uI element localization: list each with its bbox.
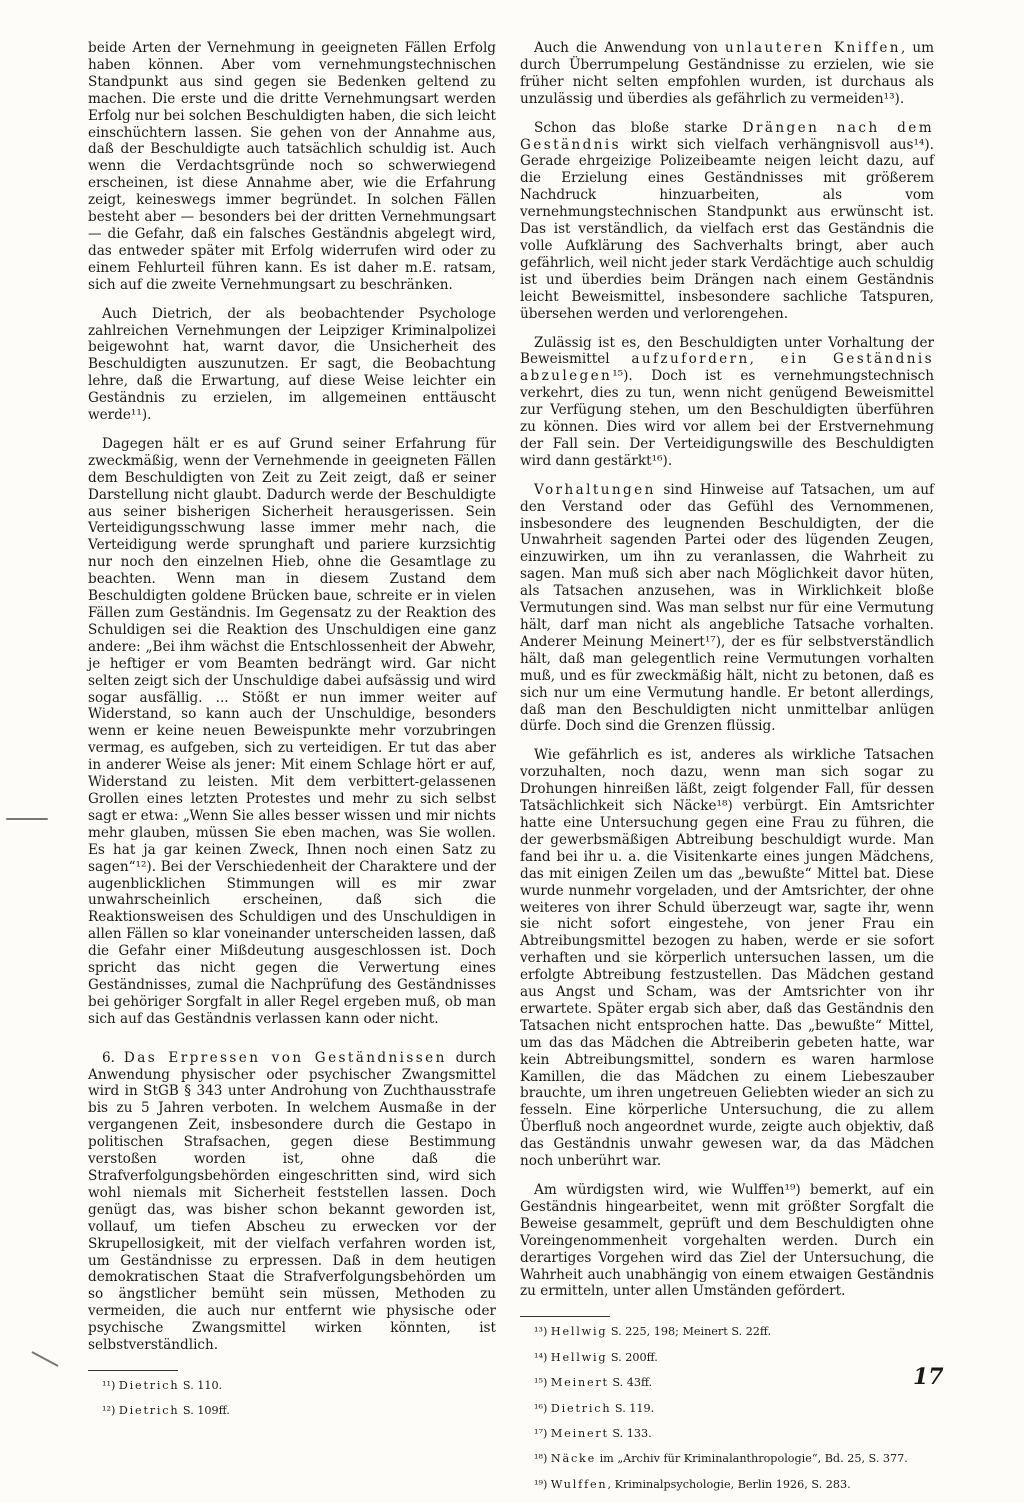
scan-mark (6, 818, 48, 820)
footnote: ¹⁶) Dietrich S. 119. (534, 1401, 655, 1415)
paragraph: Wie gefährlich es ist, anderes als wirkliche Tatsachen vorzuhalten, noch dazu, wenn man sich sogar zu Drohungen hinreißen läßt, zeigt folgender Fall, für dessen Tatsächlichkeit sich Näcke¹⁸) verbürgt. Ein Amtsrichter hatte eine Untersuchung gegen eine Frau zu führen, die der gewerbsmäßigen Abtreibung beschuldigt wurde. Man fand bei ihr u. a. die Visitenkarte eines jungen Mädchens, das mit einigen Zeilen um das „bewußte“ Mittel bat. Diese wurde nunmehr vorgeladen, und der Amtsrichter, der ohne weiteres von ihrer Schuld überzeugt war, sagte ihr, wenn sie nicht sofort eingestehe, von jener Frau ein Abtreibungsmittel bezogen zu haben, werde er sie sofort verhaften und sie körperlich untersuchen lassen, um die erfolgte Abtreibung festzustellen. Das Mädchen gestand aus Angst und Scham, was der Amtsrichter von ihr erwartete. Später ergab sich aber, daß das Geständnis den Tatsachen nicht entsprochen hatte. Das „bewußte“ Mittel, um das das Mädchen die Abtreiberin gebeten hatte, war kein Abtreibungsmittel, sondern es waren harmlose Kamillen, die das Mädchen zu einem Liebeszauber brauchte, um ihren ungetreuen Geliebten wieder an sich zu fesseln. Eine körperliche Untersuchung, die zu allem Überfluß noch angeordnet wurde, zeigte auch objektiv, daß das Geständnis unwahr gewesen war, da das Mädchen noch unberührt war. (520, 747, 934, 1170)
section-heading: Das Erpressen von Geständnissen (123, 1049, 447, 1066)
paragraph: Schon das bloße starke Drängen nach dem Geständnis wirkt sich vielfach verhängnisvoll aus¹⁴). Gerade ehrgeizige Polizeibeamte neigen leicht dazu, auf die Erzielung eines Geständnisses mit größerem Nachdruck hinzuarbeiten, als vom vernehmungstechnischen Standpunkt aus erwünscht ist. Das ist verständlich, da vielfach erst das Geständnis die volle Aufklärung des Sachverhalts bringt, aber auch gefährlich, weil nicht jeder stark Verdächtige auch schuldig ist und überdies beim Drängen nach einem Geständnis leicht Beweismittel, insbesondere sachliche Tatspuren, übersehen werden und verlorengehen. (520, 119, 934, 322)
paragraph: Auch die Anwendung von unlauteren Kniffen, um durch Überrumpelung Geständnisse zu erzielen, wie sie früher nicht selten empfohlen wurden, ist durchaus als unzulässig und überdies als gefährlich zu vermeiden¹³). (520, 40, 935, 107)
right-column (520, 40, 934, 1503)
footnote: ¹⁹) Wulffen, Kriminalpsychologie, Berlin 1926, S. 283. (534, 1477, 851, 1491)
spaced-emphasis: aufzufordern, ein Geständnis abzulegen (520, 351, 934, 385)
spaced-emphasis: unlauteren Kniffen (724, 40, 901, 56)
footnote: ¹²) Dietrich S. 109ff. (102, 1404, 230, 1418)
footnote: ¹⁸) Näcke im „Archiv für Kriminalanthropologie“, Bd. 25, S. 377. (534, 1452, 908, 1466)
section-6-paragraph (88, 1050, 496, 1354)
paragraph: Zulässig ist es, den Beschuldigten unter Vorhaltung der Beweismittel aufzufordern, ein Geständnis abzulegen¹⁵). Doch ist es vernehmungstechnisch verkehrt, dies zu tun, wenn nicht genügend Beweismittel zur Verfügung stehen, um den Beschuldigten überführen zu können. Dies wird vor allem bei der Erstvernehmung der Fall sein. Der Verteidigungswille des Beschuldigten wird dann gestärkt¹⁶). (520, 334, 934, 469)
footnote: ¹¹) Dietrich S. 110. (102, 1378, 223, 1392)
paragraph: Am würdigsten wird, wie Wulffen¹⁹) bemerkt, auf ein Geständnis hingearbeitet, wenn mit größter Sorgfalt die Beweise gesammelt, geprüft und dem Beschuldigten ohne Voreingenommenheit vorgehalten werden. Durch ein derartiges Vorgehen wird das Ziel der Untersuchung, die Wahrheit auch unabhängig von einem etwaigen Geständnis zu ermitteln, unter allen Umständen gefördert. (520, 1182, 934, 1300)
paragraph: Auch Dietrich, der als beobachtender Psychologe zahlreichen Vernehmungen der Leipziger Kriminalpolizei beigewohnt hat, warnt davor, die Unsicherheit des Beschuldigten auszunutzen. Er sagt, die Beobachtung lehre, daß die Erwartung, auf diese Weise leichter ein Geständnis zu erzielen, im allgemeinen enttäuscht werde¹¹). (88, 305, 496, 424)
scan-mark (31, 1351, 58, 1367)
paragraph: beide Arten der Vernehmung in geeigneten Fällen Erfolg haben können. Aber vom vernehmungstechnischen Standpunkt aus sind gegen sie Bedenken geltend zu machen. Die erste und die dritte Vernehmungsart werden Erfolg nur bei solchen Beschuldigten haben, die sich leicht einschüchtern lassen. Sie gehen von der Annahme aus, daß der Beschuldigte auch tatsächlich schuldig ist. Auch wenn die Verdachtsgründe noch so schwerwiegend erscheinen, ist diese Annahme aber, wie die Erfahrung zeigt, keineswegs immer begründet. In solchen Fällen besteht aber — besonders bei der dritten Vernehmungsart — die Gefahr, daß ein falsches Geständnis abgelegt wird, das entweder später mit Erfolg widerrufen wird oder zu einem Fehlurteil führen kann. Es ist daher m.E. ratsam, sich auf die zweite Vernehmungsart zu beschränken. (88, 40, 496, 293)
left-column (88, 40, 496, 1430)
footnote: ¹⁵) Meinert S. 43ff. (534, 1376, 653, 1390)
paragraph: Dagegen hält er es auf Grund seiner Erfahrung für zweckmäßig, wenn der Vernehmende in geeigneten Fällen dem Beschuldigten von Zeit zu Zeit zeigt, daß er seiner Darstellung nicht glaubt. Dadurch werde der Beschuldigte aus seiner bisherigen Sicherheit herausgerissen. Sein Verteidigungsschwung lasse immer mehr nach, die Verteidigung werde sprunghaft und pariere kurzsichtig nur noch den einzelnen Hieb, ohne die Gesamtlage zu beachten. Wenn man in diesem Zustand dem Beschuldigten goldene Brücken baue, schreite er in vielen Fällen zum Geständnis. Im Gegensatz zu der Reaktion des Schuldigen sei die Reaktion des Unschuldigen eine ganz andere: „Bei ihm wächst die Entschlossenheit der Abwehr, je heftiger er vom Beamten bedrängt wird. Gar nicht selten zeigt sich der Unschuldige dabei aufsässig und wird sogar ausfällig. ... Stößt er nun immer weiter auf Widerstand, so kann auch der Unschuldige, besonders wenn er keine neuen Beweispunkte mehr vorzubringen vermag, es aufgeben, sich zu verteidigen. Er tut das aber in anderer Weise als jener: Mit einem Schlage hört er auf, Widerstand zu leisten. Mit dem verbittert-gelassenen Grollen eines letzten Protestes und mehr zu sich selbst sagt er etwa: „Wenn Sie alles besser wissen und mir nichts mehr glauben, müssen Sie eben machen, was Sie wollen. Es hat ja gar keinen Zweck, Ihnen noch einen Satz zu sagen“¹²). Bei der Verschiedenheit der Charaktere und der augenblicklichen Stimmungen will es mir zwar unwahrscheinlich erscheinen, daß sich die Reaktionsweisen des Schuldigen und des Unschuldigen in allen Fällen so klar voneinander unterscheiden lassen, daß die Gefahr einer Mißdeutung ausgeschlossen ist. Doch spricht das nicht gegen die Verwertung eines Geständnisses, zumal die Nachprüfung des Geständnisses bei gehöriger Sorgfalt in aller Regel ergeben muß, ob man sich auf das Geständnis verlassen kann oder nicht. (88, 435, 496, 1027)
footnote-separator (520, 1316, 610, 1317)
paragraph: Vorhaltungen sind Hinweise auf Tatsachen, um auf den Verstand oder das Gefühl des Vernommenen, insbesondere des leugnenden Beschuldigten, der die Unwahrheit sagenden Partei oder des lügenden Zeugen, einzuwirken, um ihn zu veranlassen, die Wahrheit zu sagen. Man muß sich aber nach Möglichkeit davor hüten, als Tatsachen anzusehen, was in Wirklichkeit bloße Vermutungen sind. Was man selbst nur für eine Vermutung hält, darf man nicht als angebliche Tatsache vorhalten. Anderer Meinung Meinert¹⁷), der es für selbstverständlich hält, daß man gelegentlich reine Vermutungen vorhalten muß, und es für zweckmäßig hält, nicht zu betonen, daß es sich nur um eine Vermutung handle. Er betont allerdings, daß man den Beschuldigten nicht unmittelbar anlügen dürfe. Doch sind die Grenzen flüssig. (520, 481, 934, 735)
page-number: 17 (913, 1364, 944, 1390)
section-number: 6. (102, 1049, 115, 1066)
footnote: ¹³) Hellwig S. 225, 198; Meinert S. 22ff. (534, 1325, 772, 1339)
footnote: ¹⁷) Meinert S. 133. (534, 1426, 652, 1440)
footnote: ¹⁴) Hellwig S. 200ff. (534, 1350, 658, 1364)
section-body: durch Anwendung physischer oder psychischer Zwangsmittel wird in StGB § 343 unter Androhung von Zuchthausstrafe bis zu 5 Jahren verboten. In welchem Ausmaße in der vergangenen Zeit, insbesondere durch die Gestapo in politischen Strafsachen, gegen diese Bestimmung verstoßen worden ist, ohne daß die Strafverfolgungsbehörden eingeschritten sind, wird sich wohl niemals mit Sicherheit feststellen lassen. Doch genügt das, was bisher schon bekannt geworden ist, vollauf, um tiefen Abscheu zu erwecken vor der Skrupellosigkeit, mit der vielfach verfahren worden ist, um Geständnisse zu erpressen. Daß in dem heutigen demokratischen Staat die Strafverfolgungsbehörden um so ängstlicher bemüht sein müssen, Methoden zu vermeiden, die auch nur entfernt wie physische oder psychische Zwangsmittel wirken könnten, ist selbstverständlich. (88, 1049, 496, 1354)
spaced-emphasis: Drängen nach dem Geständnis (520, 119, 934, 153)
spaced-emphasis: Vorhaltungen (534, 481, 656, 498)
footnote-separator (88, 1370, 178, 1371)
